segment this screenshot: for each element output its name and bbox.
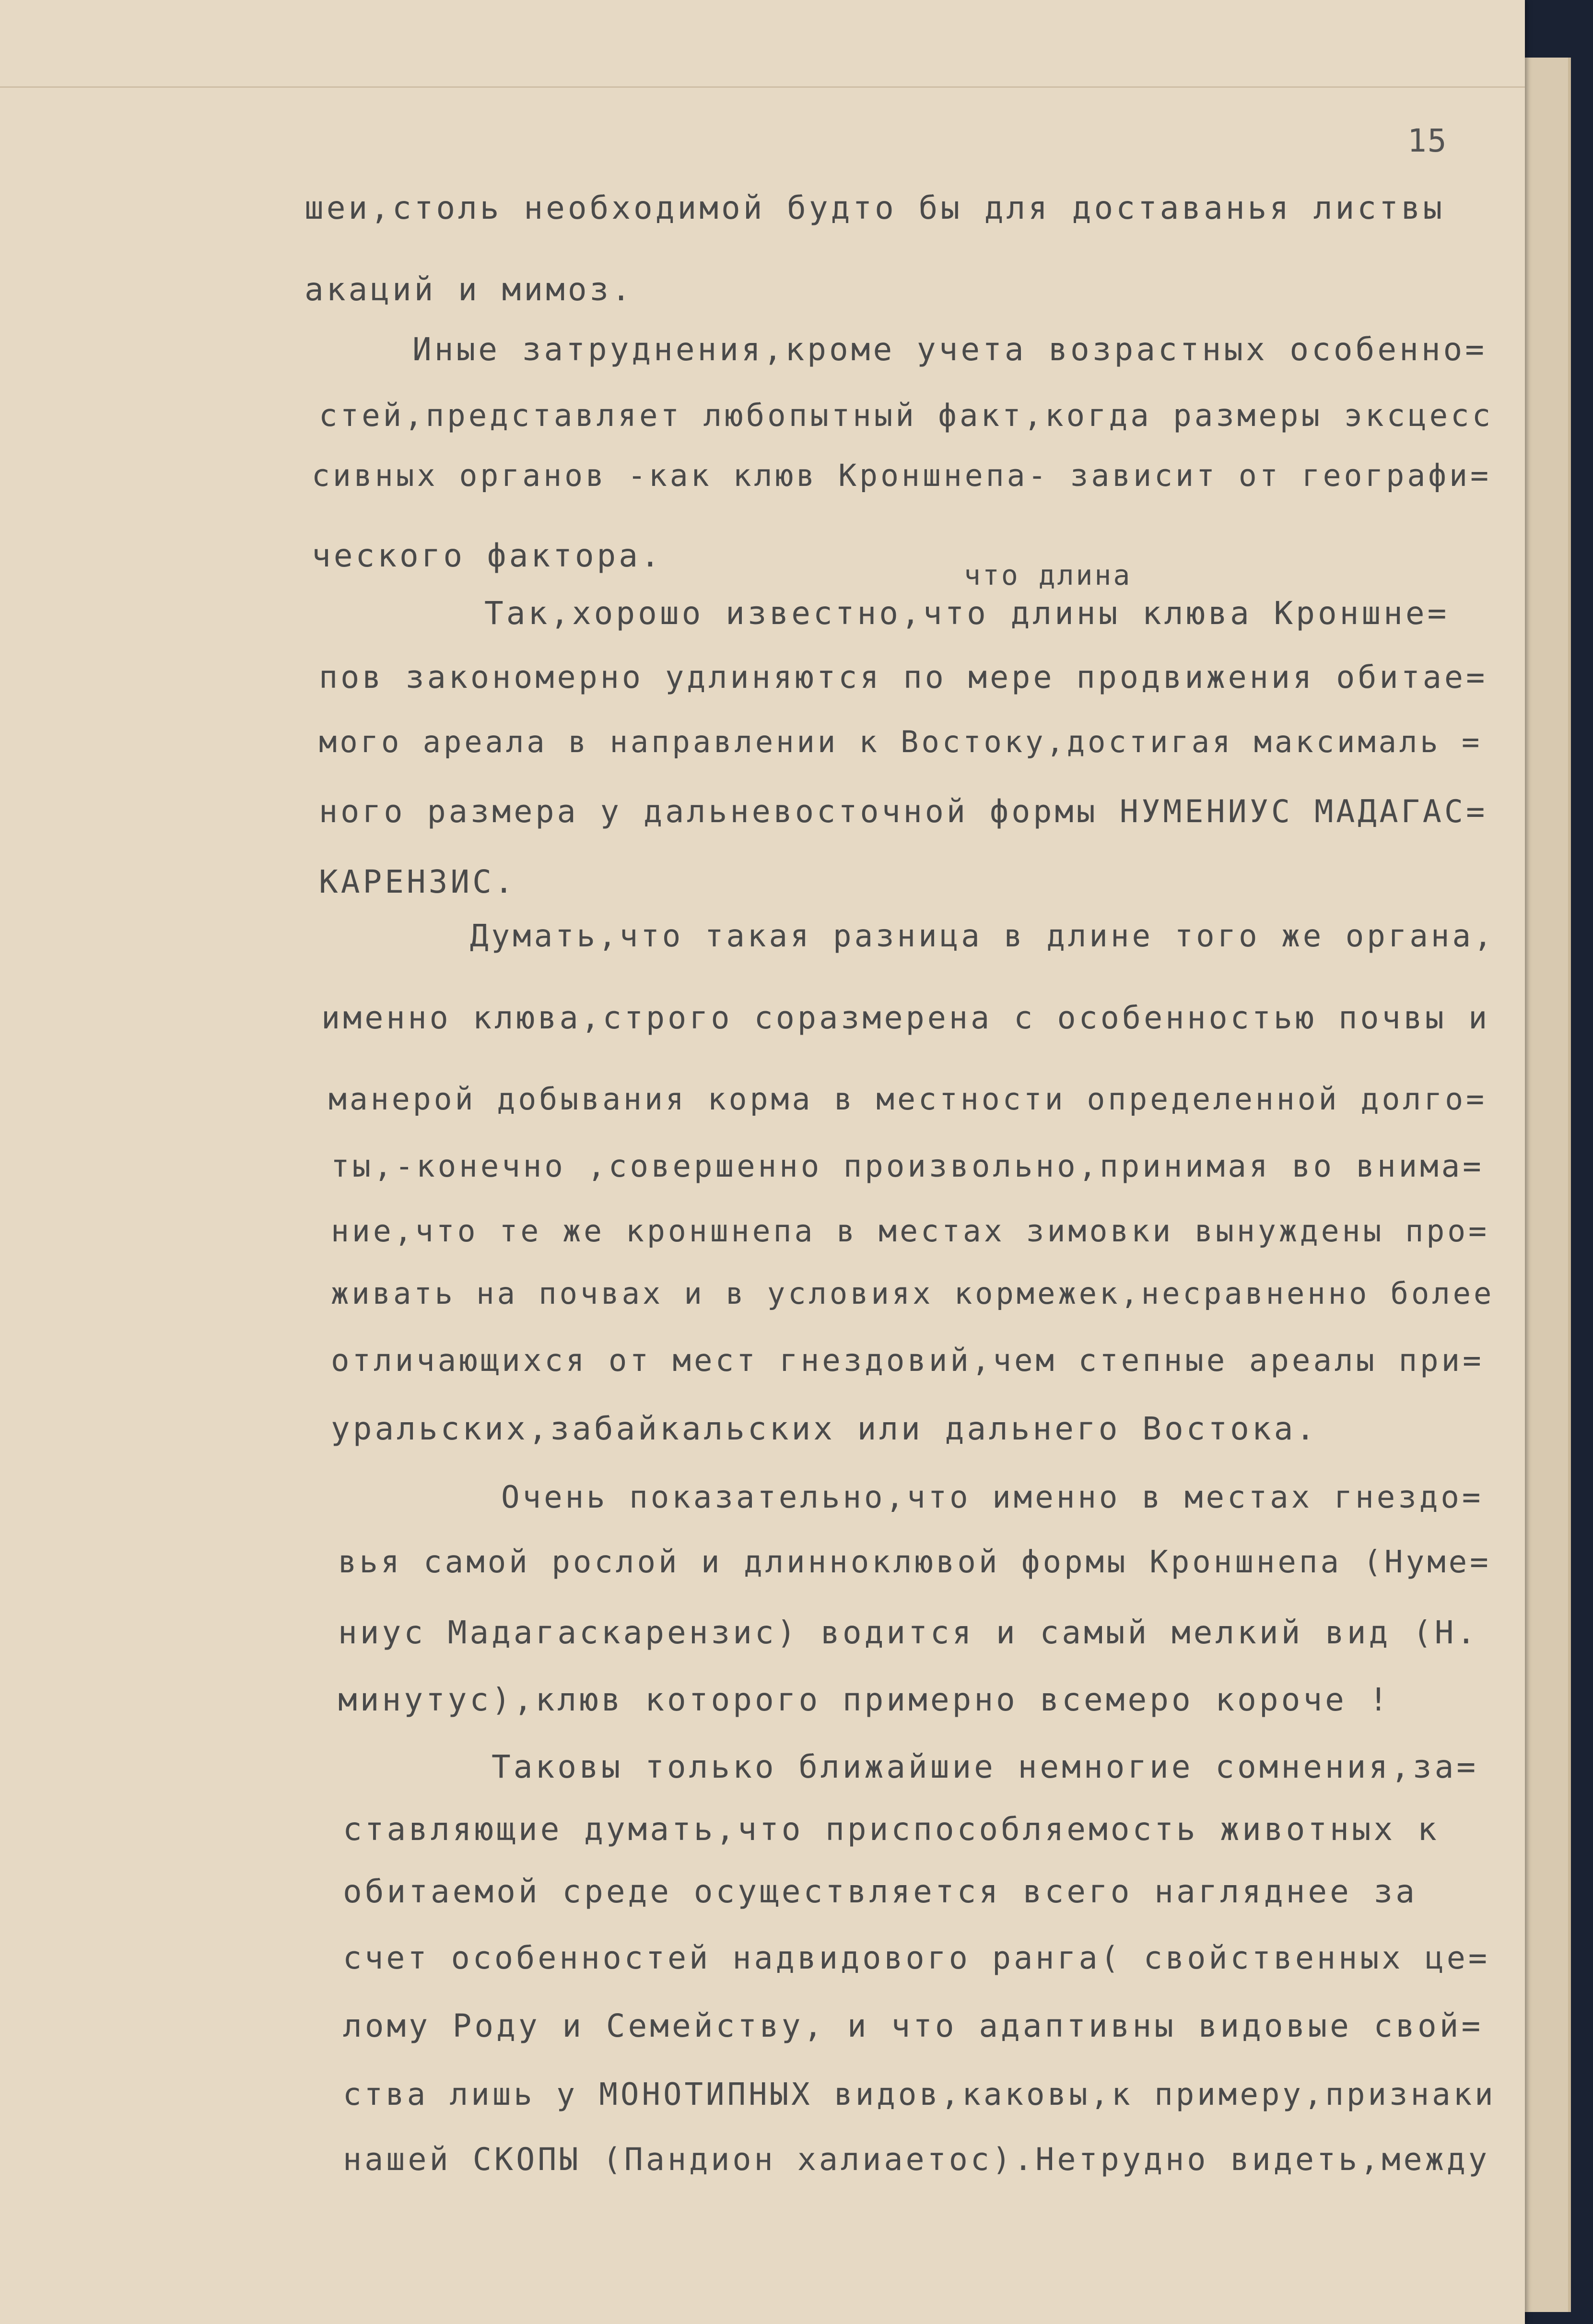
text-line: манерой добывания корма в местности определенной долго= <box>328 1082 1488 1117</box>
text-line: КАРЕНЗИС. <box>319 863 516 900</box>
text-line: стей,представляет любопытный факт,когда размеры эксцесс <box>319 398 1494 434</box>
text-line: живать на почвах и в условиях кормежек,несравненно более <box>331 1276 1495 1311</box>
text-line: Очень показательно,что именно в местах гнездо= <box>501 1480 1484 1515</box>
text-line: акаций и мимоз. <box>305 271 634 308</box>
text-line: именно клюва,строго соразмерена с особенностью почвы и <box>321 1000 1490 1036</box>
text-line: Так,хорошо известно,что длины клюва Кроншне= <box>484 595 1450 632</box>
text-line: пов закономерно удлиняются по мере продвижения обитае= <box>319 660 1488 696</box>
text-line: Думать,что такая разница в длине того же органа, <box>470 919 1495 954</box>
text-line: ного размера у дальневосточной формы НУМЕНИУС МАДАГАС= <box>319 794 1488 830</box>
text-line: отличающихся от мест гнездовий,чем степные ареалы при= <box>331 1343 1484 1379</box>
text-line: шеи,столь необходимой будто бы для доставанья листвы <box>305 189 1445 226</box>
handwritten-insert: что длина <box>964 559 1132 591</box>
text-line: уральских,забайкальских или дальнего Востока. <box>331 1410 1318 1447</box>
text-line: ставляющие думать,что приспособляемость животных к <box>343 1811 1440 1848</box>
text-line: лому Роду и Семейству, и что адаптивны видовые свой= <box>343 2007 1484 2044</box>
text-line: ты,-конечно ,совершенно произвольно,принимая во внима= <box>331 1149 1484 1184</box>
text-line: минутус),клюв которого примерно всемеро короче ! <box>338 1681 1391 1718</box>
text-line: ниус Мадагаскарензис) водится и самый мелкий вид (Н. <box>338 1614 1479 1651</box>
text-line: Иные затруднения,кроме учета возрастных особенно= <box>412 331 1488 368</box>
text-line: сивных органов -как клюв Кроншнепа- зависит от географи= <box>312 458 1492 493</box>
text-line: обитаемой среде осуществляется всего нагляднее за <box>343 1873 1418 1910</box>
text-line: вья самой рослой и длинноклювой формы Кроншнепа (Нуме= <box>338 1545 1491 1580</box>
text-line: счет особенностей надвидового ранга( свойственных це= <box>343 1940 1490 1976</box>
text-line: нашей СКОПЫ (Пандион халиаетос).Нетрудно видеть,между <box>343 2142 1490 2178</box>
text-line: ческого фактора. <box>312 537 663 574</box>
text-line: ства лишь у МОНОТИПНЫХ видов,каковы,к примеру,признаки <box>343 2077 1496 2112</box>
page-number: 15 <box>1407 122 1448 159</box>
text-line: Таковы только ближайшие немногие сомнения,за= <box>492 1748 1479 1785</box>
text-line: мого ареала в направлении к Востоку,достигая максималь = <box>319 724 1483 759</box>
text-line: ние,что те же кроншнепа в местах зимовки вынуждены про= <box>331 1214 1490 1249</box>
